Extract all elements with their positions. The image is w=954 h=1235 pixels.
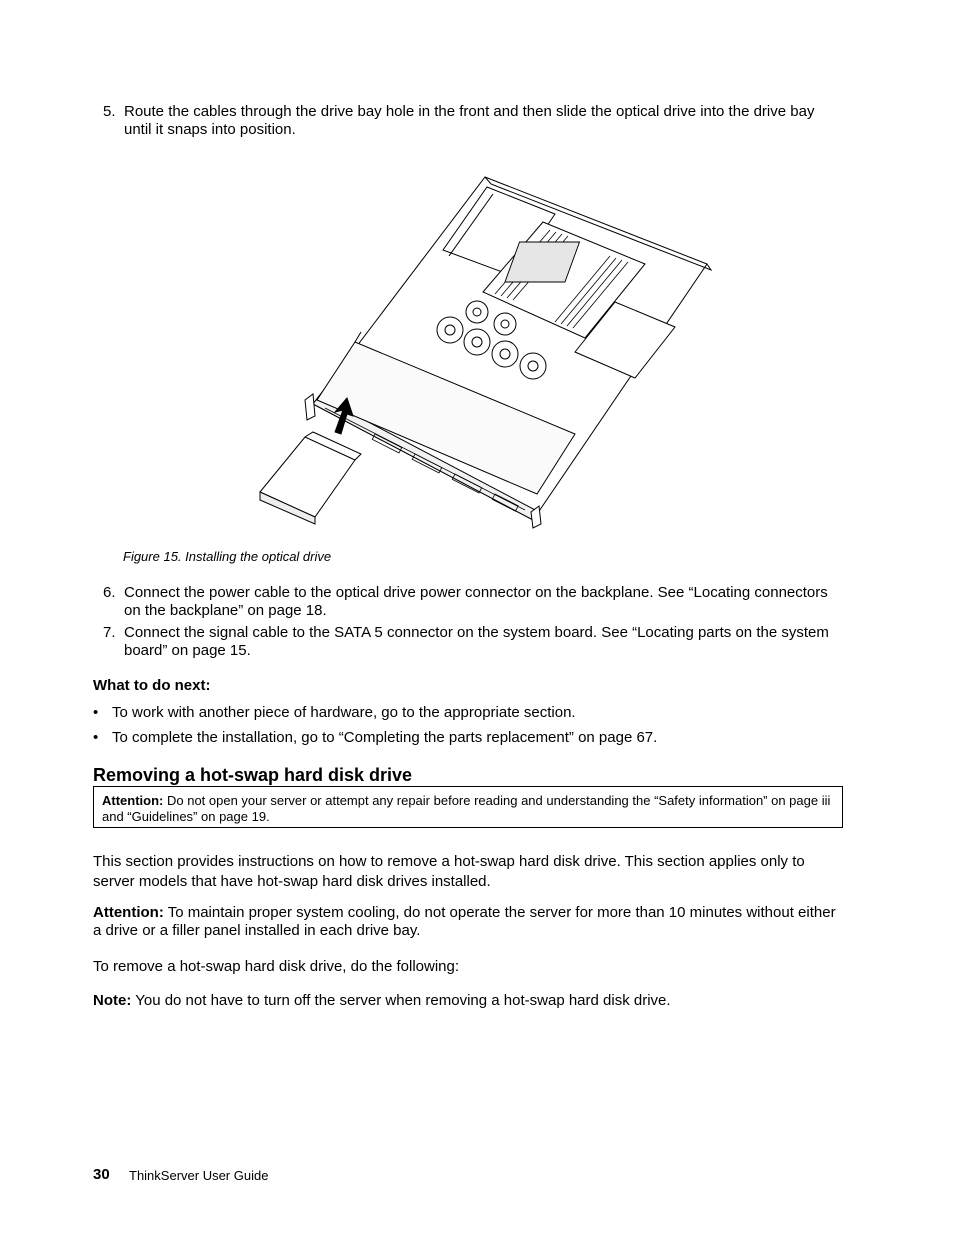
bullet-text: To work with another piece of hardware, go to the appropriate section. <box>112 704 576 721</box>
attention-paragraph <box>93 904 843 939</box>
note-paragraph <box>93 992 843 1010</box>
step-number: 6. <box>103 584 116 601</box>
step-text: Route the cables through the drive bay hole in the front and then slide the optical drive into the drive bay until it snaps into position. <box>124 103 815 138</box>
note-text: You do not have to turn off the server when removing a hot-swap hard disk drive. <box>131 992 671 1009</box>
step-text: Connect the power cable to the optical drive power connector on the backplane. See “Locating connectors on the backplane” on page 18. <box>124 584 828 619</box>
attention-box-text: Do not open your server or attempt any repair before reading and understanding the “Safety information” on page iii and “Guidelines” on page 19. <box>102 793 831 824</box>
section-heading: Removing a hot-swap hard disk drive <box>93 765 413 785</box>
what-to-do-next-heading: What to do next: <box>93 677 211 694</box>
step-text: Connect the signal cable to the SATA 5 connector on the system board. See “Locating parts on the system board” on page 15. <box>124 624 829 659</box>
procedure-intro: To remove a hot-swap hard disk drive, do the following: <box>93 958 460 975</box>
section-intro: This section provides instructions on how to remove a hot-swap hard disk drive. This section applies only to server models that have hot-swap hard disk drives installed. <box>93 853 805 890</box>
footer-title: ThinkServer User Guide <box>129 1168 269 1183</box>
attention-box <box>93 786 843 828</box>
bullet-text: To complete the installation, go to “Completing the parts replacement” on page 67. <box>112 729 658 746</box>
step-number: 7. <box>103 624 116 641</box>
server-chassis-optical-drive-illustration <box>255 172 715 530</box>
page-number: 30 <box>93 1166 110 1183</box>
attention-text: To maintain proper system cooling, do not operate the server for more than 10 minutes without either a drive or a filler panel installed in each drive bay. <box>93 904 836 939</box>
figure-caption: Figure 15. Installing the optical drive <box>123 549 332 564</box>
attention-label: Attention: <box>93 904 164 921</box>
bullet-icon: • <box>93 729 99 746</box>
bullet-icon: • <box>93 704 99 721</box>
step-number: 5. <box>103 103 116 120</box>
attention-box-label: Attention: <box>102 793 164 808</box>
note-label: Note: <box>93 992 132 1009</box>
